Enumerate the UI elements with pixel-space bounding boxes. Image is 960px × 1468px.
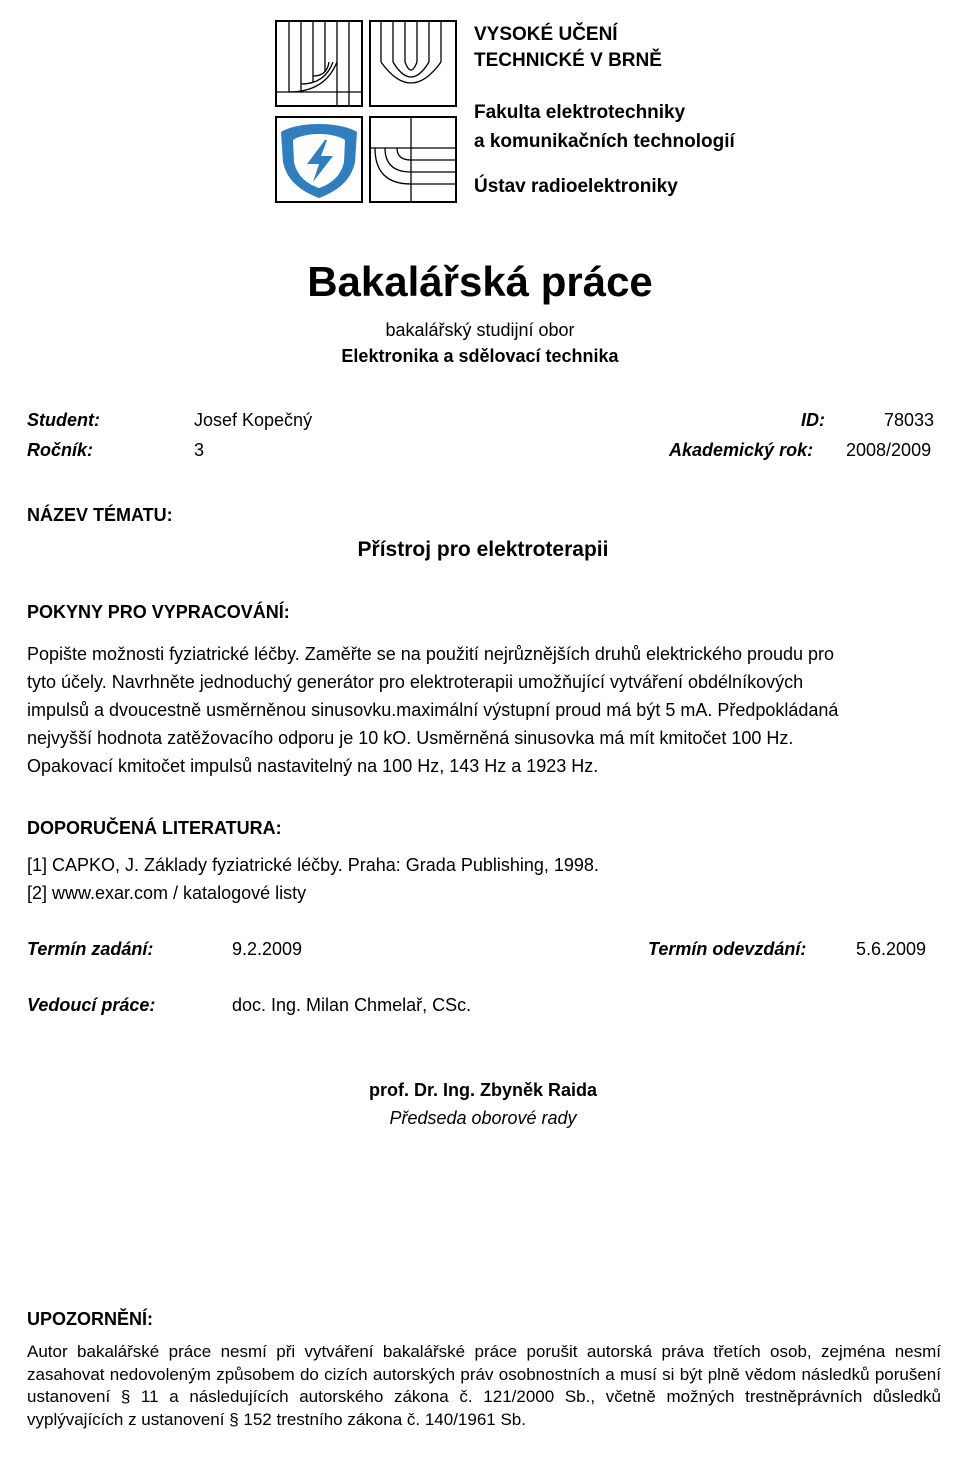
id-value: 78033 — [884, 410, 935, 430]
faculty-name-line1: Fakulta elektrotechniky — [474, 102, 686, 123]
id-label: ID: — [801, 410, 825, 430]
logo-cell-bottom-left — [275, 116, 363, 203]
chair-name: prof. Dr. Ing. Zbyněk Raida — [368, 1080, 598, 1100]
instructions-heading: POKYNY PRO VYPRACOVÁNÍ: — [27, 602, 290, 622]
instructions-line: Opakovací kmitočet impulsů nastavitelný na 100 Hz, 143 Hz a 1923 Hz. — [27, 756, 599, 776]
literature-item: [2] www.exar.com / katalogové listy — [27, 883, 307, 903]
logo-pattern-icon — [371, 22, 455, 105]
assigned-value: 9.2.2009 — [232, 939, 303, 959]
assigned-label: Termín zadání: — [27, 939, 154, 959]
literature-item: [1] CAPKO, J. Základy fyziatrické léčby. Praha: Grada Publishing, 1998. — [27, 855, 599, 875]
university-name-line2: TECHNICKÉ V BRNĚ — [474, 50, 662, 71]
instructions-line: tyto účely. Navrhněte jednoduchý generátor pro elektroterapii umožňující vytváření obdélníkových — [27, 672, 804, 692]
logo-pattern-icon — [277, 22, 361, 105]
instructions-text — [27, 640, 927, 780]
logo-cell-bottom-right — [369, 116, 457, 203]
study-type: bakalářský studijní obor — [385, 320, 575, 340]
logo-cell-top-left — [275, 20, 363, 107]
university-name — [474, 22, 662, 74]
student-label: Student: — [27, 410, 100, 430]
study-field: Elektronika a sdělovací technika — [341, 346, 619, 366]
topic-title: Přístroj pro elektroterapii — [357, 538, 609, 561]
academic-year-label: Akademický rok: — [669, 440, 814, 460]
literature-list — [27, 851, 927, 907]
department-name: Ústav radioelektroniky — [474, 176, 678, 197]
logo-cell-top-right — [369, 20, 457, 107]
warning-heading: UPOZORNĚNÍ: — [27, 1309, 153, 1329]
literature-heading: DOPORUČENÁ LITERATURA: — [27, 818, 282, 838]
year-label: Ročník: — [27, 440, 94, 460]
university-logo — [275, 20, 461, 204]
topic-heading: NÁZEV TÉMATU: — [27, 505, 173, 525]
warning-text: Autor bakalářské práce nesmí při vytváření bakalářské práce porušit autorská práva třetích osob, zejména nesmí zasahovat nedovoleným způsobem do cizích autorských práv osobnostních a musí si být plně vědom následků porušení ustanovení § 11 a následujících autorského zákona č. 121/2000 Sb., včetně možných trestněprávních důsledků vyplývajících z ustanovení § 152 trestního zákona č. 140/1961 Sb. — [27, 1342, 941, 1429]
instructions-line: nejvyšší hodnota zatěžovacího odporu je 10 kO. Usměrněná sinusovka má mít kmitočet 100 Hz. — [27, 728, 794, 748]
instructions-line: Popište možnosti fyziatrické léčby. Zaměřte se na použití nejrůznějších druhů elektrického proudu pro — [27, 644, 835, 664]
due-label: Termín odevzdání: — [648, 939, 807, 959]
faculty-shield-icon — [277, 118, 361, 201]
logo-pattern-icon — [371, 118, 455, 201]
supervisor-label: Vedoucí práce: — [27, 995, 156, 1015]
faculty-name-line2: a komunikačních technologií — [474, 131, 735, 152]
supervisor-value: doc. Ing. Milan Chmelař, CSc. — [232, 995, 472, 1015]
instructions-line: impulsů a dvoucestně usměrněnou sinusovku.maximální výstupní proud má být 5 mA. Předpokládaná — [27, 700, 839, 720]
due-value: 5.6.2009 — [856, 939, 927, 959]
chair-role: Předseda oborové rady — [389, 1108, 577, 1128]
faculty-name — [474, 98, 735, 156]
university-name-line1: VYSOKÉ UČENÍ — [474, 24, 618, 45]
document-title: Bakalářská práce — [307, 258, 653, 305]
year-value: 3 — [194, 440, 205, 460]
student-value: Josef Kopečný — [194, 410, 313, 430]
academic-year-value: 2008/2009 — [846, 440, 932, 460]
